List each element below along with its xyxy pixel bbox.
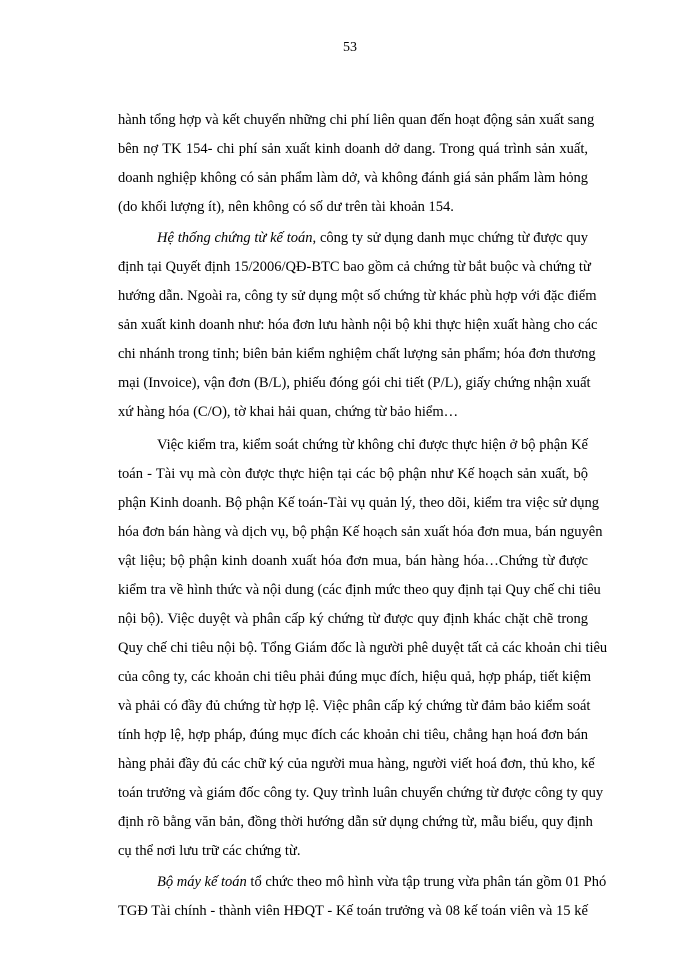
italic-heading: Hệ thống chứng từ kế toán	[157, 230, 313, 246]
text-line: của công ty, các khoản chi tiêu phải đúng mục đích, hiệu quả, hợp pháp, tiết kiệm	[118, 669, 592, 685]
text-line: vật liệu; bộ phận kinh doanh xuất hóa đơn mua, bán hàng hóa…Chứng từ được	[118, 553, 588, 569]
page-number: 53	[343, 40, 357, 55]
text-line: Quy chế chi tiêu nội bộ. Tổng Giám đốc là người phê duyệt tất cả các khoản chi tiêu	[118, 640, 608, 656]
text-line: hàng phải đầy đủ các chữ ký của người mua hàng, người viết hoá đơn, thủ kho, kế	[118, 756, 595, 772]
italic-heading: Bộ máy kế toán	[157, 874, 247, 890]
text-line: kiểm tra về hình thức và nội dung (các định mức theo quy định tại Quy chế chi tiêu	[118, 582, 601, 598]
text-line	[157, 872, 607, 892]
text-line: doanh nghiệp không có sản phẩm làm dở, và không đánh giá sản phẩm làm hỏng	[118, 170, 588, 186]
text-line: định tại Quyết định 15/2006/QĐ-BTC bao gồm cả chứng từ bắt buộc và chứng từ	[118, 259, 591, 275]
text-line: hướng dẫn. Ngoài ra, công ty sử dụng một số chứng từ khác phù hợp với đặc điểm	[118, 288, 597, 304]
text-line: TGĐ Tài chính - thành viên HĐQT - Kế toán trưởng và 08 kế toán viên và 15 kế	[118, 903, 588, 919]
text-line: Việc kiểm tra, kiểm soát chứng từ không chỉ được thực hiện ở bộ phận Kế	[157, 437, 588, 453]
text-line: toán - Tài vụ mà còn được thực hiện tại các bộ phận như Kế hoạch sản xuất, bộ	[118, 466, 588, 482]
text-line: hành tổng hợp và kết chuyển những chi phí liên quan đến hoạt động sản xuất sang	[118, 112, 595, 128]
text-line: mại (Invoice), vận đơn (B/L), phiếu đóng gói chi tiết (P/L), giấy chứng nhận xuất	[118, 375, 591, 391]
text-line: nội bộ). Việc duyệt và phân cấp ký chứng từ được quy định khác chặt chẽ trong	[118, 611, 588, 627]
text-line: sản xuất kinh doanh như: hóa đơn lưu hành nội bộ khi thực hiện xuất hàng cho các	[118, 317, 598, 333]
text-line: toán trưởng và giám đốc công ty. Quy trình luân chuyển chứng từ được công ty quy	[118, 785, 604, 801]
text-line	[157, 228, 588, 248]
text-line: hóa đơn bán hàng và dịch vụ, bộ phận Kế hoạch sản xuất hóa đơn mua, bán nguyên	[118, 524, 603, 540]
text-line: phận Kinh doanh. Bộ phận Kế toán-Tài vụ quản lý, theo dõi, kiểm tra việc sử dụng	[118, 495, 600, 511]
text-line: tính hợp lệ, hợp pháp, đúng mục đích các khoản chi tiêu, chẳng hạn hoá đơn bán	[118, 727, 588, 743]
text-line: chi nhánh trong tỉnh; biên bản kiểm nghiệm chất lượng sản phẩm; hóa đơn thương	[118, 346, 596, 362]
text-line: bên nợ TK 154- chi phí sản xuất kinh doanh dở dang. Trong quá trình sản xuất,	[118, 141, 588, 157]
text-line: cụ thể nơi lưu trữ các chứng từ.	[118, 843, 301, 859]
text-line: (do khối lượng ít), nên không có số dư trên tài khoản 154.	[118, 199, 454, 215]
text-line: định rõ bằng văn bản, đồng thời hướng dẫn sử dụng chứng từ, mẫu biểu, quy định	[118, 814, 593, 830]
text-line: xứ hàng hóa (C/O), tờ khai hải quan, chứng từ bảo hiểm…	[118, 404, 459, 420]
text-run: tổ chức theo mô hình vừa tập trung vừa phân tán gồm 01 Phó	[246, 874, 607, 890]
text-line: và phải có đầy đủ chứng từ hợp lệ. Việc phân cấp ký chứng từ đảm bảo kiểm soát	[118, 698, 591, 714]
text-run: , công ty sử dụng danh mục chứng từ được quy	[312, 230, 588, 246]
